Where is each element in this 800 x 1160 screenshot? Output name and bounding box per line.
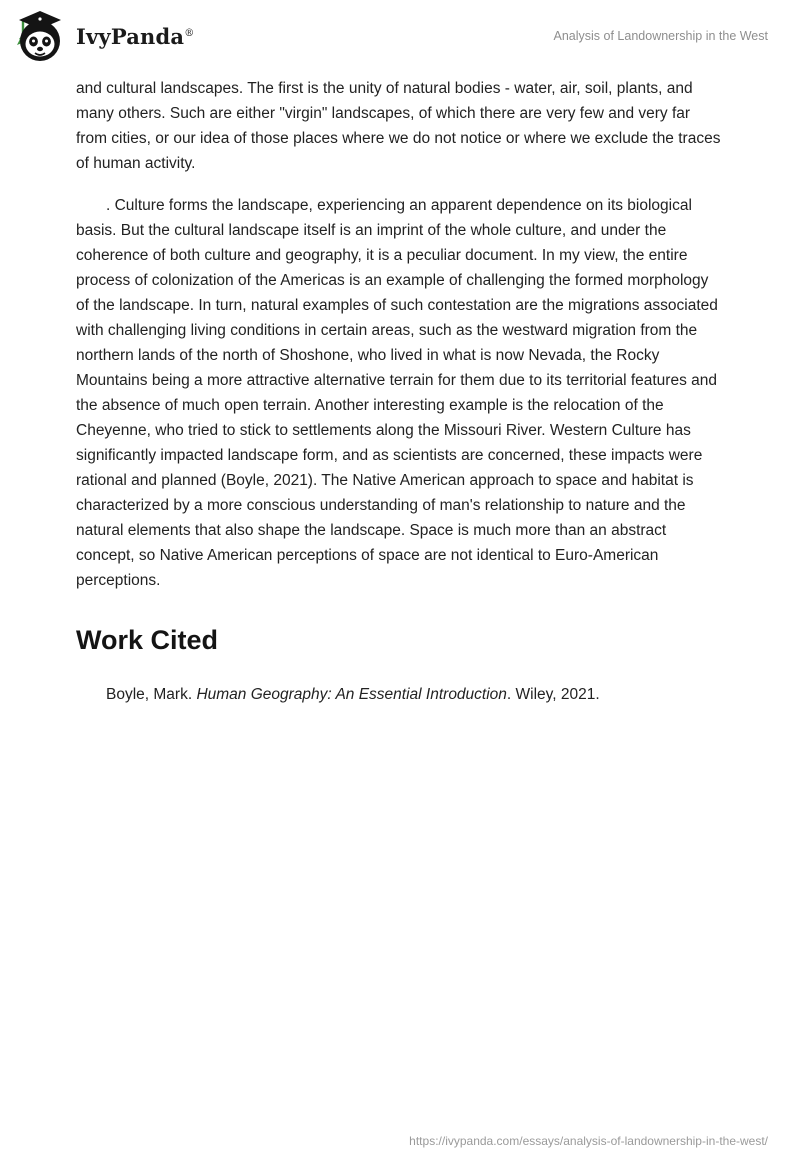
- registered-mark: ®: [184, 27, 195, 39]
- ivypanda-logo: [14, 9, 194, 63]
- citation: [76, 682, 722, 707]
- footer-source-url[interactable]: https://ivypanda.com/essays/analysis-of-landownership-in-the-west/: [409, 1134, 768, 1148]
- citation-publisher: . Wiley, 2021.: [506, 686, 600, 703]
- paragraph: and cultural landscapes. The first is the unity of natural bodies - water, air, soil, plants, and many others. Such are either "virgin" landscapes, of which there are very few and very far from cities, or our idea of those places where we do not notice or where we exclude the traces of human activity.: [76, 80, 721, 172]
- header: [0, 0, 800, 62]
- brand-text: IvyPanda®: [76, 23, 195, 49]
- paragraph: . Culture forms the landscape, experiencing an apparent dependence on its biological basis. But the cultural landscape itself is an imprint of the whole culture, and under the coherence of both culture and geography, it is a peculiar document. In my view, the entire process of colonization of the Americas is an example of challenging the formed morphology of the landscape. In turn, natural examples of such contestation are the migrations associated with challenging living conditions in certain areas, such as the westward migration from the northern lands of the north of Shoshone, who lived in what is now Nevada, the Rocky Mountains being a more attractive alternative terrain for them due to its territorial features and the absence of much open terrain. Another interesting example is the relocation of the Cheyenne, who tried to stick to settlements along the Missouri River. Western Culture has significantly impacted landscape form, and as scientists are concerned, these impacts were rational and planned (Boyle, 2021). The Native American approach to space and habitat is characterized by a more conscious understanding of man's relationship to nature and the natural elements that also shape the landscape. Space is much more than an abstract concept, so Native American perceptions of space are not identical to Euro-American perceptions.: [76, 197, 718, 589]
- work-cited-heading: Work Cited: [76, 625, 219, 655]
- essay-body: [0, 62, 800, 707]
- document-title: Analysis of Landownership in the West: [553, 29, 768, 43]
- panda-graduation-cap-icon: [14, 9, 64, 63]
- citation-book-title: Human Geography: An Essential Introduction: [196, 686, 507, 703]
- citation-author: Boyle, Mark.: [106, 686, 197, 703]
